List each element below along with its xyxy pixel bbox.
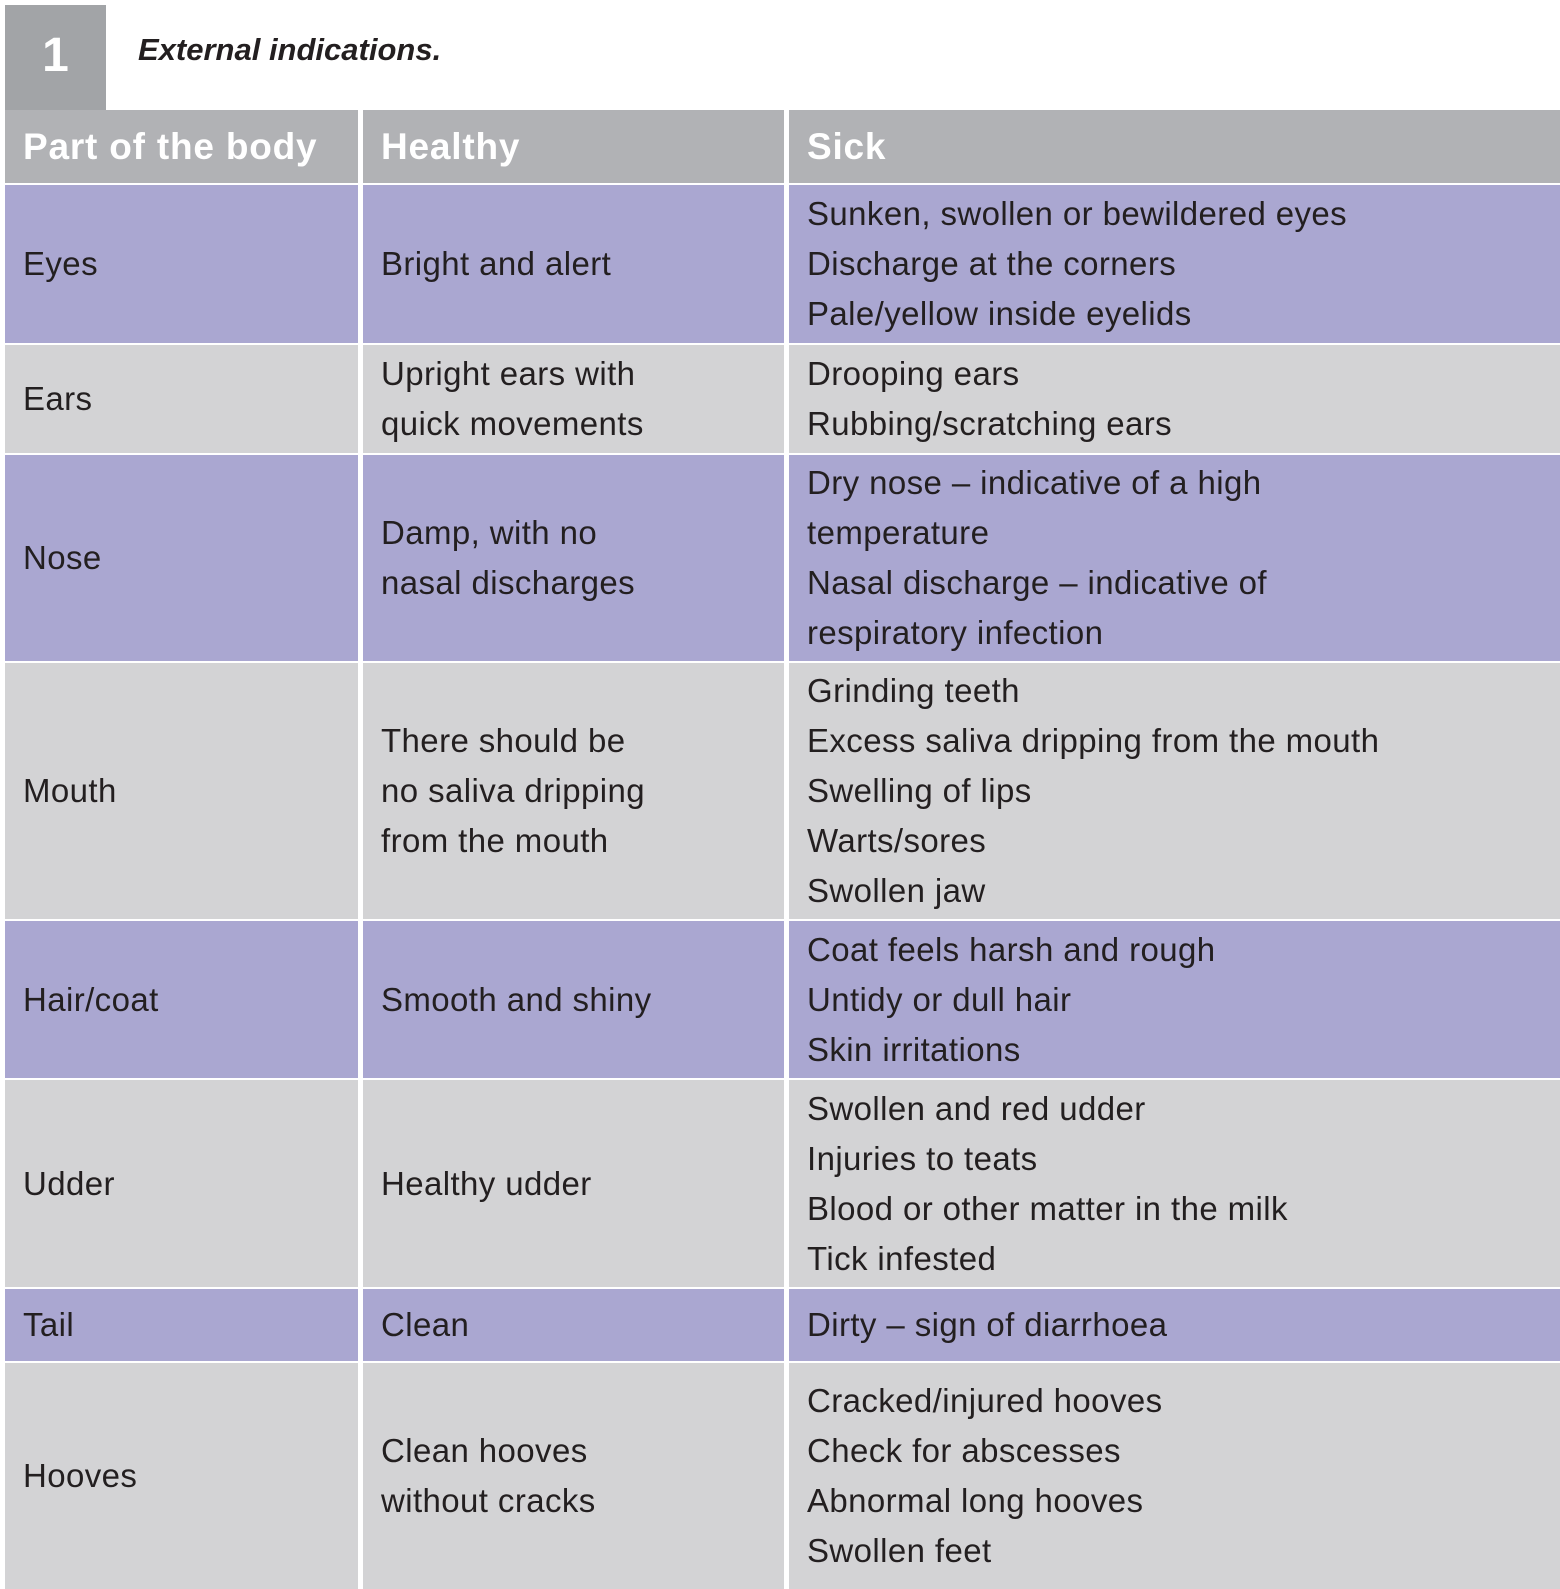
- cell-sick-line: Dry nose – indicative of a high: [807, 464, 1262, 501]
- cell-sick-line: Nasal discharge – indicative of: [807, 564, 1267, 601]
- cell-sick: [789, 921, 1560, 1078]
- cell-sick-line: Untidy or dull hair: [807, 980, 1072, 1018]
- header-part-of-body: Part of the body: [5, 110, 358, 183]
- cell-healthy: [363, 185, 784, 343]
- cell-sick-line: Abnormal long hooves: [807, 1482, 1144, 1519]
- cell-sick: [789, 1363, 1560, 1589]
- table-row: [5, 1080, 1560, 1287]
- cell-healthy: [363, 663, 784, 919]
- cell-healthy-line: Damp, with no: [381, 514, 598, 551]
- cell-sick-line: Discharge at the corners: [807, 245, 1177, 282]
- cell-healthy-line: from the mouth: [381, 822, 609, 859]
- cell-healthy-line: Bright and alert: [381, 245, 612, 282]
- cell-sick-line: Blood or other matter in the milk: [807, 1189, 1288, 1227]
- cell-sick-line: Dirty – sign of diarrhoea: [807, 1306, 1168, 1343]
- table-row: [5, 1289, 1560, 1361]
- cell-sick-line: Rubbing/scratching ears: [807, 405, 1173, 442]
- cell-healthy-line: Upright ears with: [381, 355, 636, 392]
- cell-healthy: [363, 345, 784, 453]
- table-row: [5, 1363, 1560, 1589]
- cell-part: Mouth: [5, 663, 358, 919]
- header-healthy: Healthy: [363, 110, 784, 183]
- cell-sick-line: Drooping ears: [807, 355, 1020, 392]
- cell-sick: [789, 1080, 1560, 1287]
- cell-healthy-line: Healthy udder: [381, 1164, 592, 1202]
- cell-sick-line: Swollen and red udder: [807, 1089, 1146, 1127]
- cell-sick-line: temperature: [807, 514, 990, 551]
- cell-healthy-line: no saliva dripping: [381, 772, 646, 809]
- table-number: 1: [5, 5, 106, 110]
- cell-healthy: [363, 455, 784, 661]
- cell-healthy-line: There should be: [381, 722, 626, 759]
- header-sick: Sick: [789, 110, 1560, 183]
- cell-sick-line: Injuries to teats: [807, 1139, 1038, 1177]
- cell-part: Hooves: [5, 1363, 358, 1589]
- cell-sick-line: Coat feels harsh and rough: [807, 930, 1216, 968]
- cell-sick: [789, 1289, 1560, 1361]
- table-row: [5, 345, 1560, 453]
- cell-part: Ears: [5, 345, 358, 453]
- cell-healthy: [363, 1363, 784, 1589]
- cell-part: Nose: [5, 455, 358, 661]
- cell-sick-line: Swollen feet: [807, 1532, 992, 1569]
- cell-part: Hair/coat: [5, 921, 358, 1078]
- cell-sick-line: Grinding teeth: [807, 672, 1020, 709]
- table-row: [5, 185, 1560, 343]
- table-row: [5, 455, 1560, 661]
- cell-sick-line: Warts/sores: [807, 822, 987, 859]
- table-title: External indications.: [138, 32, 442, 67]
- cell-healthy-line: quick movements: [381, 405, 644, 442]
- cell-healthy-line: nasal discharges: [381, 564, 636, 601]
- cell-sick-line: Excess saliva dripping from the mouth: [807, 722, 1380, 759]
- cell-sick-line: Swollen jaw: [807, 872, 986, 909]
- cell-sick-line: Swelling of lips: [807, 772, 1032, 809]
- cell-sick: [789, 345, 1560, 453]
- cell-healthy-line: Smooth and shiny: [381, 980, 652, 1018]
- table-row: [5, 921, 1560, 1078]
- cell-sick-line: Cracked/injured hooves: [807, 1382, 1163, 1419]
- cell-sick-line: Tick infested: [807, 1239, 997, 1277]
- cell-sick-line: Skin irritations: [807, 1030, 1021, 1068]
- cell-sick-line: Check for abscesses: [807, 1432, 1121, 1469]
- cell-sick-line: Pale/yellow inside eyelids: [807, 295, 1192, 332]
- cell-sick: [789, 663, 1560, 919]
- cell-healthy: [363, 921, 784, 1078]
- cell-part: Tail: [5, 1289, 358, 1361]
- cell-sick-line: Sunken, swollen or bewildered eyes: [807, 195, 1348, 232]
- cell-healthy: [363, 1080, 784, 1287]
- cell-sick: [789, 455, 1560, 661]
- table-header-row: [5, 110, 1560, 183]
- cell-healthy-line: Clean: [381, 1306, 470, 1343]
- table-row: [5, 663, 1560, 919]
- cell-sick: [789, 185, 1560, 343]
- table-caption: [0, 0, 1560, 110]
- cell-part: Udder: [5, 1080, 358, 1287]
- cell-part: Eyes: [5, 185, 358, 343]
- cell-sick-line: respiratory infection: [807, 614, 1104, 651]
- cell-healthy-line: Clean hooves: [381, 1432, 588, 1469]
- cell-healthy-line: without cracks: [381, 1482, 596, 1519]
- cell-healthy: [363, 1289, 784, 1361]
